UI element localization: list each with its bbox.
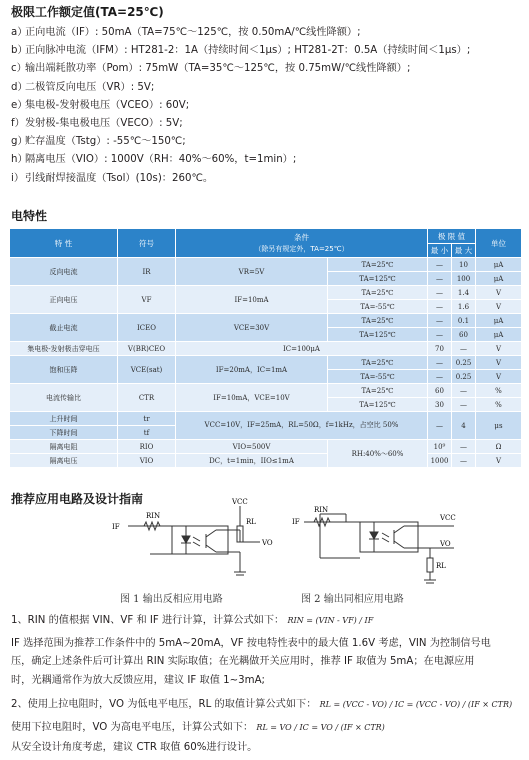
table-cell: 上升时间 [10, 412, 118, 426]
fig1-vo-label: VO [262, 539, 273, 547]
table-cell: 4 [452, 412, 476, 440]
header-limits: 极 限 值 [428, 229, 476, 244]
header-max: 最 大 [452, 244, 476, 258]
table-cell: 截止电流 [10, 314, 118, 342]
table-cell: 60 [428, 384, 452, 398]
table-cell: — [452, 454, 476, 468]
table-cell: VF [118, 286, 176, 314]
table-cell: VCE=30V [176, 314, 328, 342]
table-cell: RH:40%～60% [328, 440, 428, 468]
rating-item: d）二极管反向电压（VR）: 5V; [11, 81, 155, 93]
figure-1-caption: 图 1 输出反相应用电路 [120, 594, 223, 605]
table-cell: 集电极-发射极击穿电压 [10, 342, 118, 356]
fig2-vo-label: VO [440, 540, 451, 548]
table-row [10, 356, 522, 370]
ratings-title: 极限工作额定值(TA=25℃) [11, 5, 164, 19]
table-cell: IF=20mA，IC=1mA [176, 356, 328, 384]
table-cell: — [428, 258, 452, 272]
table-cell: — [428, 412, 452, 440]
guide-line-2: IF 选择范围为推荐工作条件中的 5mA~20mA，VF 按电特性表中的最大值 1.6V 考虑，VIN 为控制信号电 [11, 638, 491, 649]
table-cell: V [476, 370, 522, 384]
table-cell: VCE(sat) [118, 356, 176, 384]
table-cell: TA=25℃ [328, 286, 428, 300]
table-cell: VIO=500V [176, 440, 328, 454]
table-cell: V [476, 300, 522, 314]
guide-line-3: 压，确定上述条件后可计算出 RIN 实际取值；在光耦做开关应用时，推荐 IF 取值为 5mA；在电源应用 [11, 656, 475, 667]
table-cell: V(BR)CEO [118, 342, 176, 356]
table-row [10, 440, 522, 454]
table-row [10, 258, 522, 272]
table-row [10, 454, 522, 468]
table-cell: 反向电流 [10, 258, 118, 286]
table-row [10, 286, 522, 300]
table-cell: — [428, 272, 452, 286]
table-cell: V [476, 342, 522, 356]
electrical-title: 电特性 [11, 209, 48, 223]
rating-item: f）发射极-集电极电压（VECO）: 5V; [11, 118, 183, 129]
table-cell: ICEO [118, 314, 176, 342]
guide-line-6: 使用下拉电阻时，VO 为高电平电压，计算公式如下： RL = VO / IC = VO / (IF × CTR) [11, 722, 385, 733]
table-cell: tr [118, 412, 176, 426]
table-cell: — [452, 384, 476, 398]
table-cell: % [476, 384, 522, 398]
table-cell: 100 [452, 272, 476, 286]
fig1-vcc-label: VCC [232, 498, 248, 506]
guide-line-7: 从安全设计角度考虑，建议 CTR 取值 60%进行设计。 [11, 742, 258, 753]
guide-line-4: 时，光耦通常作为放大反馈应用，建议 IF 取值 1~3mA; [11, 675, 265, 686]
table-cell: TA=125℃ [328, 272, 428, 286]
table-cell: 下降时间 [10, 426, 118, 440]
table-cell: V [476, 286, 522, 300]
fig2-if-label: IF [292, 518, 300, 526]
header-param: 特 性 [10, 229, 118, 258]
fig2-rin-label: RIN [314, 506, 329, 514]
table-cell: IC=100μA [176, 342, 428, 356]
table-cell: 正向电压 [10, 286, 118, 314]
table-cell: TA=125℃ [328, 328, 428, 342]
rating-item: e）集电极-发射极电压（VCEO）: 60V; [11, 99, 190, 111]
rating-item: b）正向脉冲电流（IFM）: HT281-2：1A（持续时间＜1μs）; HT281-2T：0.5A（持续时间＜1μs）; [11, 45, 471, 57]
rating-item: i）引线耐焊接温度（Tsol）(10s)：260℃。 [11, 172, 214, 184]
fig2-rl-label: RL [436, 562, 446, 570]
table-cell: 0.25 [452, 370, 476, 384]
table-cell: — [428, 286, 452, 300]
guide-line-5: 2、使用上拉电阻时，VO 为低电平电压，RL 的取值计算公式如下： RL = (VCC - VO) / IC = (VCC - VO) / (IF × CTR) [11, 699, 513, 710]
header-symbol: 符号 [118, 229, 176, 258]
table-cell: — [452, 440, 476, 454]
rating-item: a）正向电流（IF）: 50mA（TA=75℃～125℃，按 0.50mA/℃线性降额）; [11, 27, 361, 38]
table-cell: VIO [118, 454, 176, 468]
figure-2-circuit [290, 500, 480, 590]
guide-line-1: 1、RIN 的值根据 VIN、VF 和 IF 进行计算，计算公式如下： RIN = (VIN - VF) / IF [11, 615, 374, 626]
formula-rl-pullup: RL = (VCC - VO) / IC = (VCC - VO) / (IF × CTR) [319, 700, 513, 709]
table-cell: 电流传输比 [10, 384, 118, 412]
fig2-vcc-label: VCC [440, 514, 456, 522]
table-cell: CTR [118, 384, 176, 412]
fig1-if-label: IF [112, 523, 120, 531]
table-cell: TA=-55℃ [328, 300, 428, 314]
table-cell: VCC=10V，IF=25mA，RL=50Ω，f=1kHz，占空比 50% [176, 412, 428, 440]
table-cell: μA [476, 272, 522, 286]
fig1-rl-label: RL [246, 518, 256, 526]
table-cell: — [452, 398, 476, 412]
table-row [10, 314, 522, 328]
table-cell: 1000 [428, 454, 452, 468]
rating-item: g）贮存温度（Tstg）: -55℃～150℃; [11, 136, 186, 148]
figure-2-caption: 图 2 输出同相应用电路 [301, 594, 404, 605]
table-cell: 1.6 [452, 300, 476, 314]
table-row [10, 412, 522, 426]
rating-item: c）输出端耗散功率（Pom）: 75mW（TA=35℃～125℃，按 0.75mW/℃线性降额）; [11, 63, 411, 75]
table-cell: TA=25℃ [328, 258, 428, 272]
table-cell: TA=25℃ [328, 384, 428, 398]
table-cell: TA=-55℃ [328, 370, 428, 384]
circuits-title: 推荐应用电路及设计指南 [11, 492, 144, 506]
table-cell: VR=5V [176, 258, 328, 286]
table-cell: 60 [452, 328, 476, 342]
table-cell: tf [118, 426, 176, 440]
table-cell: — [452, 342, 476, 356]
table-cell: 隔离电压 [10, 454, 118, 468]
header-unit: 单位 [476, 229, 522, 258]
figure-1-circuit [110, 496, 290, 586]
header-cond: 条件 （除另有规定外，TA=25℃） [176, 229, 428, 258]
table-cell: IF=10mA [176, 286, 328, 314]
table-cell: 0.1 [452, 314, 476, 328]
table-cell: — [428, 370, 452, 384]
table-cell: μs [476, 412, 522, 440]
table-cell: 10 [452, 258, 476, 272]
table-cell: 隔离电阻 [10, 440, 118, 454]
table-cell: — [428, 328, 452, 342]
table-cell: 饱和压降 [10, 356, 118, 384]
header-min: 最 小 [428, 244, 452, 258]
table-cell: μA [476, 314, 522, 328]
table-cell: V [476, 454, 522, 468]
table-cell: — [428, 314, 452, 328]
table-cell: 30 [428, 398, 452, 412]
formula-rin: RIN = (VIN - VF) / IF [287, 616, 374, 625]
table-cell: 70 [428, 342, 452, 356]
table-cell: IR [118, 258, 176, 286]
fig1-rin-label: RIN [146, 512, 161, 520]
table-cell: RIO [118, 440, 176, 454]
table-cell: μA [476, 328, 522, 342]
electrical-table [9, 228, 522, 468]
table-cell: DC，t=1min，IIO≤1mA [176, 454, 328, 468]
table-cell: TA=125℃ [328, 398, 428, 412]
table-row [10, 342, 522, 356]
table-cell: μA [476, 258, 522, 272]
table-cell: TA=25℃ [328, 314, 428, 328]
table-cell: % [476, 398, 522, 412]
table-cell: 1.4 [452, 286, 476, 300]
table-cell: 10⁹ [428, 440, 452, 454]
table-cell: V [476, 356, 522, 370]
table-cell: — [428, 356, 452, 370]
formula-rl-pulldown: RL = VO / IC = VO / (IF × CTR) [256, 723, 385, 732]
table-cell: IF=10mA，VCE=10V [176, 384, 328, 412]
table-row [10, 384, 522, 398]
table-cell: TA=25℃ [328, 356, 428, 370]
table-cell: 0.25 [452, 356, 476, 370]
rating-item: h）隔离电压（VIO）: 1000V（RH：40%～60%，t=1min）; [11, 154, 297, 166]
table-cell: Ω [476, 440, 522, 454]
table-cell: — [428, 300, 452, 314]
